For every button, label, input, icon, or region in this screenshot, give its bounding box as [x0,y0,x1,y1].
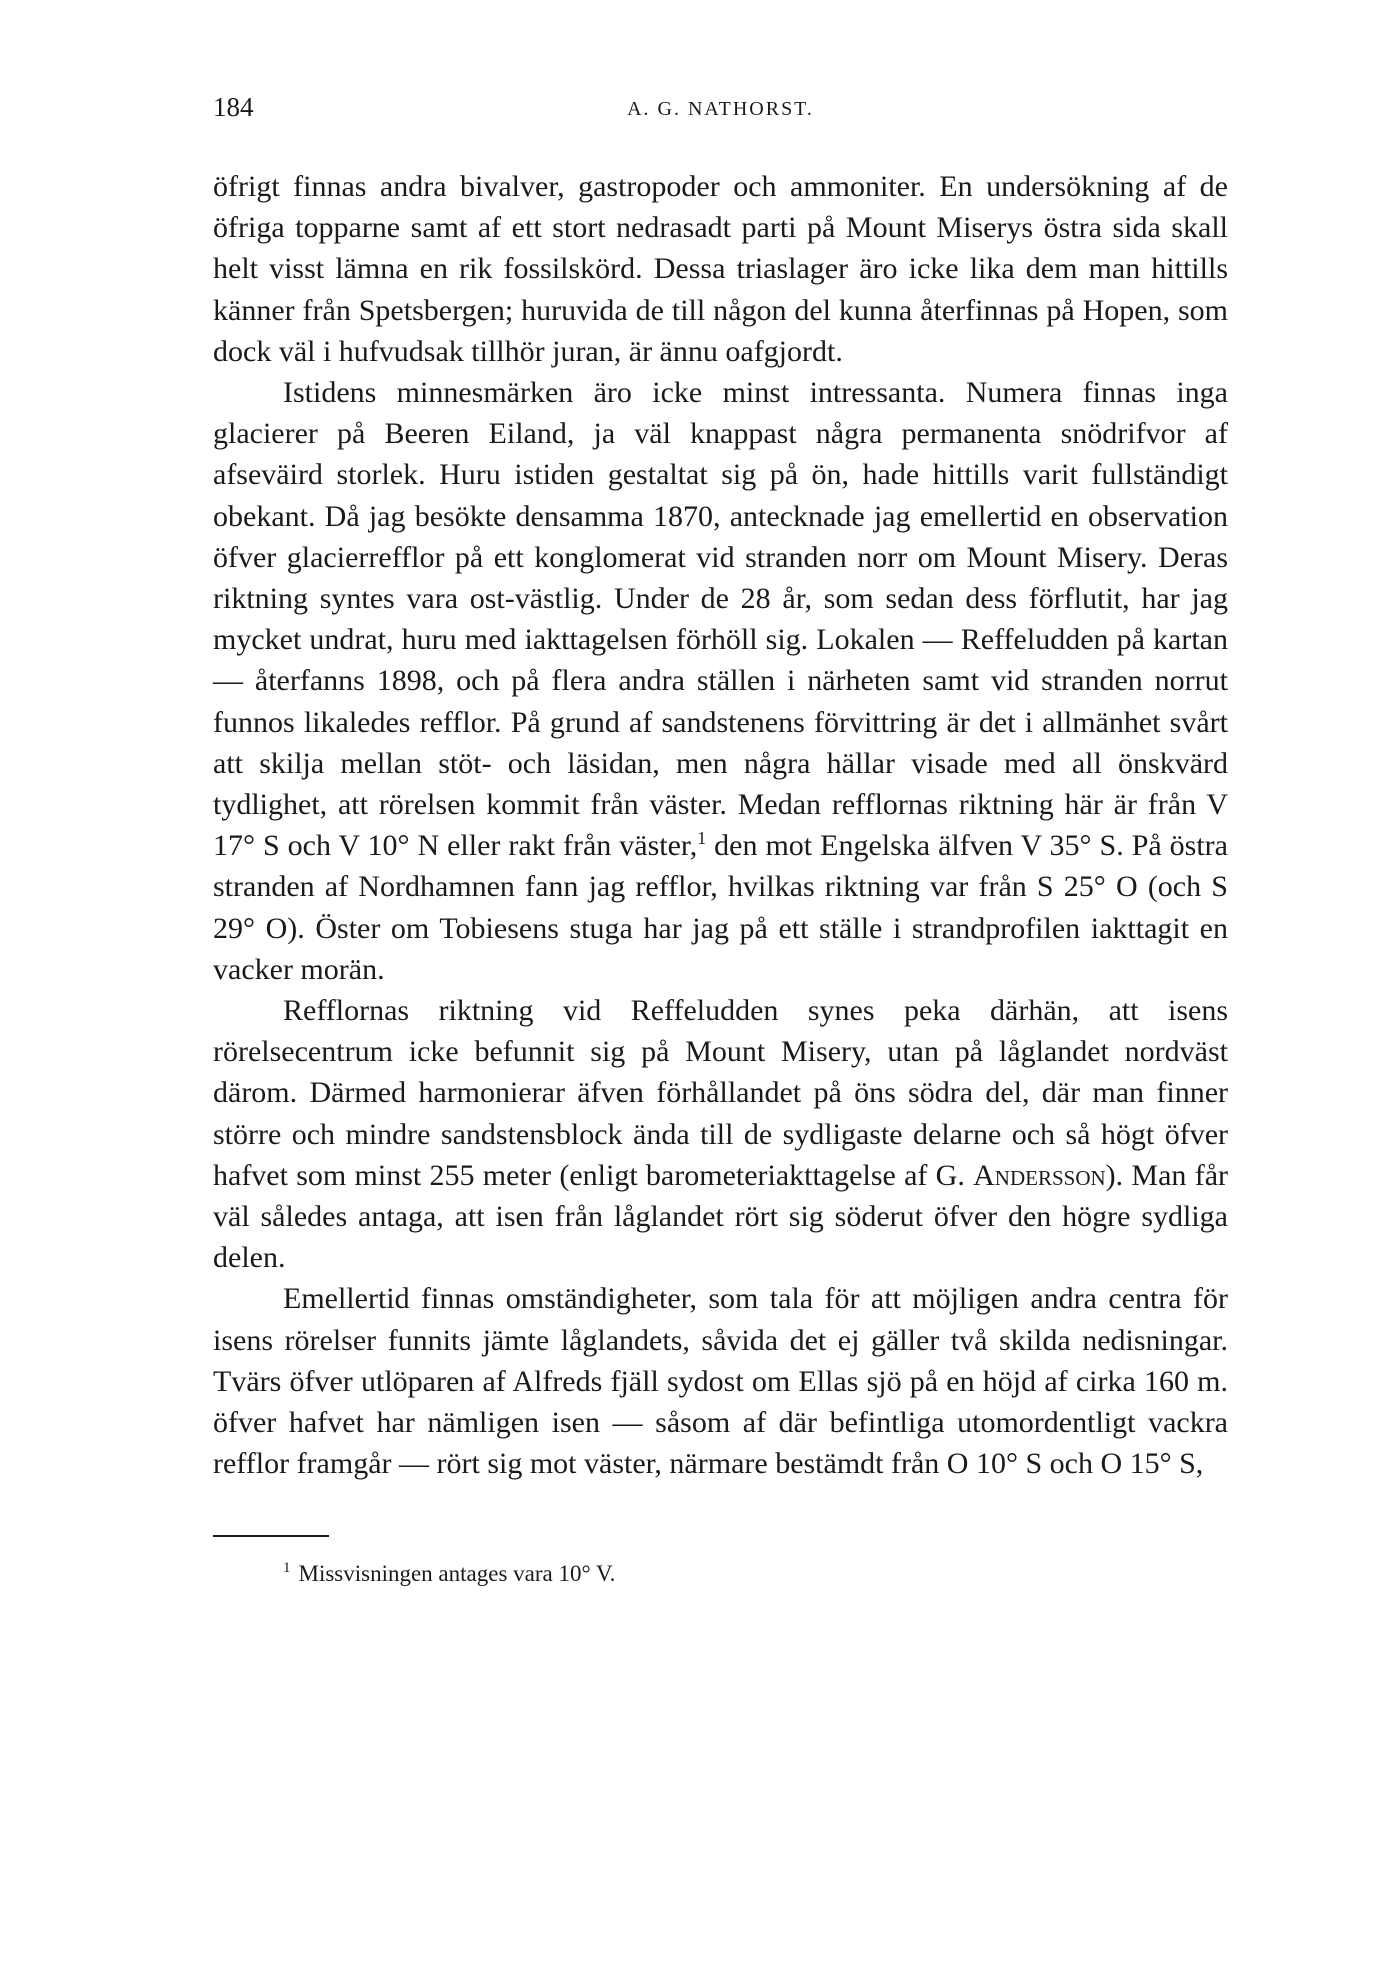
paragraph-3 [213,990,1228,1278]
footnote-reference: 1 [697,828,707,849]
body-text [213,166,1228,1485]
paragraph-2 [213,372,1228,990]
footnote-mark: 1 [283,1559,291,1576]
footnote-text: Missvisningen antages vara 10° V. [298,1560,616,1586]
paragraph-2-part-1: Istidens minnesmärken äro icke minst intressanta. Numera finnas inga glacierer på Beeren Eiland, ja väl knappast några permanenta snödrifvor af afseväird storlek. Huru istiden gestaltat sig på ön, hade hittills varit fullständigt obekant. Då jag besökte densamma 1870, antecknade jag emellertid en observation öfver glacierrefflor på ett konglomerat vid stranden norr om Mount Misery. Deras riktning syntes vara ost-västlig. Under de 28 år, som sedan dess förflutit, har jag mycket undrat, huru med iakttagelsen förhöll sig. Lokalen — Reffeludden på kartan — återfanns 1898, och på flera andra ställen i närheten samt vid stranden norrut funnos likaledes refflor. På grund af sandstenens förvittring är det i allmänhet svårt att skilja mellan stöt- och läsidan, men några hällar visade med all önskvärd tydlighet, att rörelsen kommit från väster. Medan refflornas riktning här är från V 17° S och V 10° N eller rakt från väster, [213,376,1228,863]
footnote [213,1559,1228,1589]
book-page [213,92,1228,1589]
page-header [213,92,1228,132]
running-head: A. G. NATHORST. [627,98,814,120]
paragraph-4: Emellertid finnas omständigheter, som tala för att möjligen andra centra för isens rörelser funnits jämte låglandets, såvida det ej gäller två skilda nedisningar. Tvärs öfver utlöparen af Alfreds fjäll sydost om Ellas sjö på en höjd af cirka 160 m. öfver hafvet har nämligen isen — såsom af där befintliga utomordentligt vackra refflor framgår — rört sig mot väster, närmare bestämdt från O 10° S och O 15° S, [213,1282,1228,1481]
paragraph-3-part-1: Refflornas riktning vid Reffeludden synes peka därhän, att isens rörelsecentrum icke befunnit sig på Mount Misery, utan på låglandet nordväst därom. Därmed harmonierar äfven förhållandet på öns södra del, där man finner större och mindre sandstensblock ända till de sydligaste delarne och så högt öfver hafvet som minst 255 meter (enligt barometeriakttagelse af G. [213,994,1228,1192]
author-name-small-caps: Andersson [973,1158,1106,1192]
page-number: 184 [213,92,254,122]
paragraph-1: öfrigt finnas andra bivalver, gastropoder och ammoniter. En undersökning af de öfriga topparne samt af ett stort nedrasadt parti på Mount Miserys östra sida skall helt visst lämna en rik fossilskörd. Dessa triaslager äro icke lika dem man hittills känner från Spetsbergen; huruvida de till någon del kunna återfinnas på Hopen, som dock väl i hufvudsak tillhör juran, är ännu oafgjordt. [213,170,1228,368]
paragraph-2-part-2: den mot Engelska älfven V 35° S. På östra stranden af Nordhamnen fann jag refflor, hvilkas riktning var från S 25° O (och S 29° O). Öster om Tobiesens stuga har jag på ett ställe i strandprofilen iakttagit en vacker morän. [213,829,1228,986]
footnote-divider [213,1535,329,1537]
paragraph-3-part-2: ). Man får väl således antaga, att isen från låglandet rört sig söderut öfver den högre sydliga delen. [213,1158,1228,1275]
